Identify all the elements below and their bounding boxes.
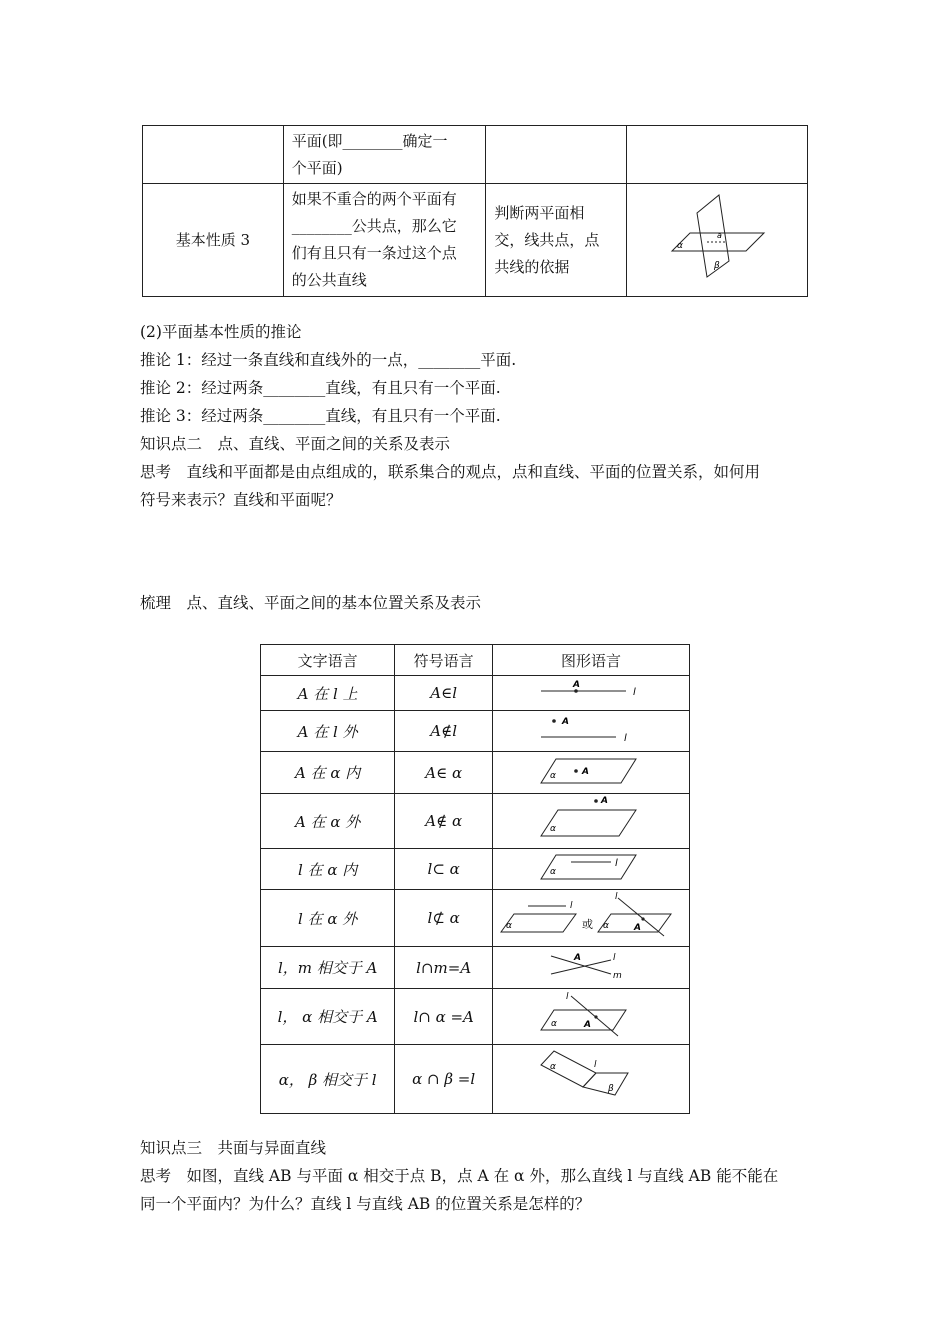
svg-text:l: l	[615, 892, 618, 902]
svg-text:β: β	[714, 260, 720, 271]
corollary-3: 推论 3：经过两条________直线，有且只有一个平面.	[140, 407, 501, 425]
point-on-line-figure	[536, 676, 646, 706]
svg-text:A: A	[634, 923, 641, 933]
svg-text:A: A	[582, 766, 589, 777]
column-header: 文字语言	[261, 645, 395, 676]
think-question-line-2: 同一个平面内？为什么？直线 l 与直线 AB 的位置关系是怎样的？	[140, 1195, 591, 1213]
think-question-line-1: 思考 如图，直线 AB 与平面 α 相交于点 B，点 A 在 α 外，那么直线 l 与直线 AB 能不能在	[140, 1167, 779, 1185]
point-off-line-figure	[536, 711, 646, 747]
line-plane-intersect-figure	[536, 990, 646, 1040]
intersecting-planes-figure	[667, 193, 767, 279]
corollary-1: 推论 1：经过一条直线和直线外的一点，________平面.	[140, 351, 517, 369]
table-cell: 平面(即________确定一 个平面)	[283, 126, 486, 184]
knowledge-point-2-title: 知识点二 点、直线、平面之间的关系及表示	[140, 435, 451, 453]
svg-text:l: l	[570, 901, 573, 911]
svg-text:α: α	[550, 824, 556, 834]
table-row	[143, 184, 808, 297]
table-row: A 在 l 上 A∈l A l	[261, 676, 690, 711]
svg-text:a: a	[717, 230, 722, 240]
table-row: l 在 α 外 l⊄ α l α 或 A l α	[261, 890, 690, 947]
lines-intersect-figure	[536, 948, 646, 984]
planes-intersect-figure	[536, 1047, 646, 1107]
line-outside-plane-figure	[496, 890, 686, 942]
relations-table	[260, 644, 690, 1114]
think-question-line-2: 符号来表示？直线和平面呢？	[140, 491, 342, 509]
point-in-plane-figure	[536, 753, 646, 789]
svg-text:α: α	[506, 921, 512, 931]
svg-text:α: α	[603, 921, 609, 931]
svg-text:l: l	[566, 991, 569, 1002]
svg-text:α: α	[551, 1018, 557, 1029]
svg-text:α: α	[677, 240, 684, 251]
corollary-2: 推论 2：经过两条________直线，有且只有一个平面.	[140, 379, 501, 397]
point-outside-plane-figure	[536, 794, 646, 844]
svg-text:α: α	[550, 770, 556, 781]
properties-table	[142, 125, 808, 297]
svg-text:l: l	[613, 952, 616, 963]
svg-text:β: β	[608, 1084, 614, 1094]
table-row: l 在 α 内 l⊂ α l α	[261, 849, 690, 890]
svg-text:A: A	[584, 1019, 591, 1030]
svg-text:l: l	[624, 733, 627, 744]
knowledge-point-3-title: 知识点三 共面与异面直线	[140, 1139, 327, 1157]
svg-text:α: α	[550, 867, 556, 877]
svg-text:l: l	[594, 1060, 597, 1070]
svg-text:A: A	[562, 717, 569, 727]
property-statement: 如果不重合的两个平面有 ________公共点，那么它 们有且只有一条过这个点 的公共直线	[283, 184, 486, 297]
line-in-plane-figure	[536, 849, 646, 885]
table-row	[143, 126, 808, 184]
property-name: 基本性质 3	[143, 184, 284, 297]
property-usage: 判断两平面相 交，线共点，点 共线的依据	[486, 184, 627, 297]
svg-text:A: A	[573, 680, 580, 690]
table-row: A 在 α 外 A∉ α A α	[261, 794, 690, 849]
svg-text:或: 或	[582, 918, 593, 931]
svg-text:A: A	[601, 796, 608, 806]
section-heading: (2)平面基本性质的推论	[140, 323, 302, 341]
table-row: l， α 相交于 A l∩ α =A A l α	[261, 989, 690, 1045]
column-header: 符号语言	[395, 645, 493, 676]
table-row: l，m 相交于 A l∩m=A A l m	[261, 947, 690, 989]
table-row: A 在 l 外 A∉l A l	[261, 711, 690, 752]
svg-text:l: l	[615, 858, 618, 869]
think-question-line-1: 思考 直线和平面都是由点组成的，联系集合的观点，点和直线、平面的位置关系，如何用	[140, 463, 761, 481]
table-row: A 在 α 内 A∈ α A α	[261, 752, 690, 794]
svg-text:A: A	[574, 952, 581, 963]
summary-title: 梳理 点、直线、平面之间的基本位置关系及表示	[140, 594, 482, 612]
table-header-row	[261, 645, 690, 676]
svg-text:l: l	[633, 687, 636, 698]
table-row: α， β 相交于 l α ∩ β =l α l β	[261, 1045, 690, 1114]
svg-text:m: m	[613, 970, 622, 981]
figure-cell	[627, 184, 808, 297]
svg-text:α: α	[550, 1062, 556, 1072]
column-header: 图形语言	[493, 645, 690, 676]
